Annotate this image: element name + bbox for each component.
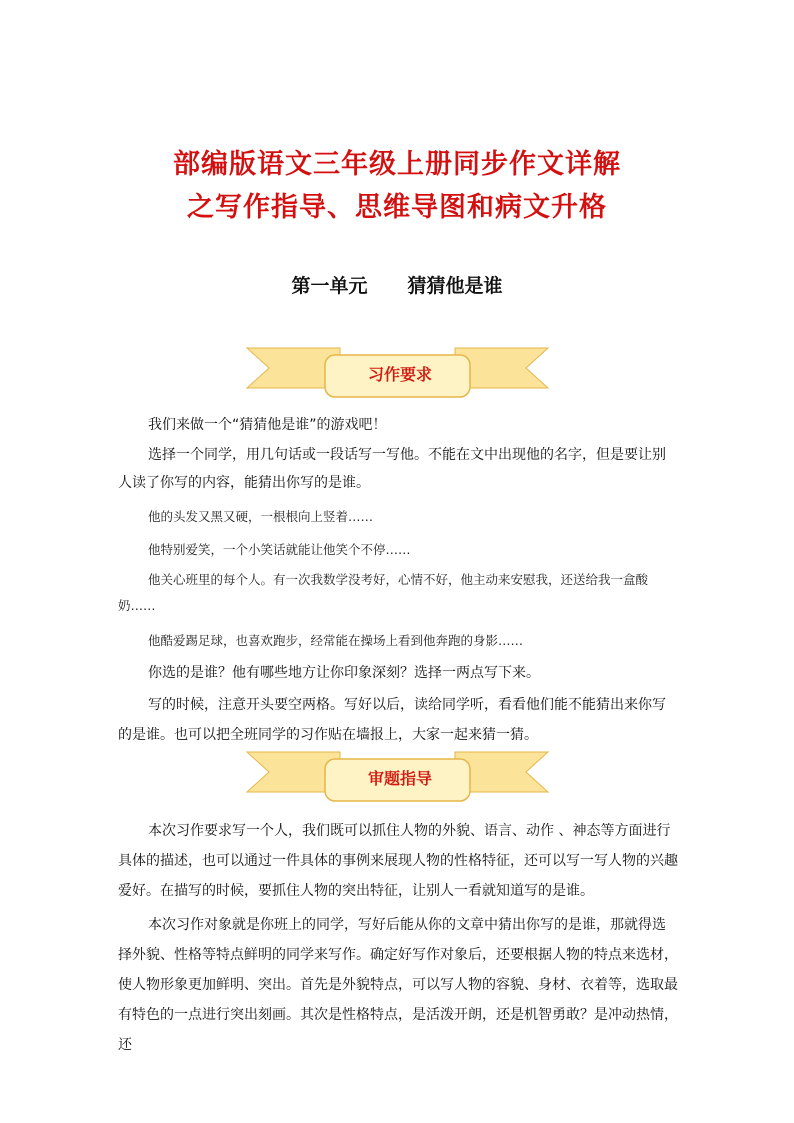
guidance-paragraph-2: 本次习作对象就是你班上的同学，写好后能从你的文章中猜出你写的是谁，那就得选择外貌、性格等特点鲜明的同学来写作。确定好写作对象后，还要根据人物的特点来选材，使人物形象更加鲜明、突出。首先是外貌特点，可以写人物的容貌、身材、衣着等，选取最有特色的一点进行突出刻画。其次是性格特点，是活泼开朗，还是机智勇敢？是冲动热情，还 bbox=[118, 917, 678, 1053]
requirements-paragraph-1: 我们来做一个“猜猜他是谁”的游戏吧！ bbox=[148, 417, 387, 433]
example-text-4: 他酷爱踢足球，也喜欢跑步，经常能在操场上看到他奔跑的身影…… bbox=[148, 633, 524, 648]
example-text-3: 他关心班里的每个人。有一次我数学没考好，心情不好，他主动来安慰我，还送给我一盒酸奶…… bbox=[118, 572, 649, 613]
document-title-line2: 之写作指导、思维导图和病文升格 bbox=[187, 192, 607, 223]
requirements-paragraph-3: 你选的是谁？他有哪些地方让你印象深刻？选择一两点写下来。 bbox=[148, 665, 540, 681]
requirements-paragraph-2: 选择一个同学，用几句话或一段话写一写他。不能在文中出现他的名字，但是要让别人读了你写的内容，能猜出你写的是谁。 bbox=[118, 447, 666, 491]
section-banner-guidance bbox=[245, 749, 550, 811]
guidance-paragraph-1: 本次习作要求写一个人，我们既可以抓住人物的外貌、语言、动作 、神态等方面进行具体的描述，也可以通过一件具体的事例来展现人物的性格特征，还可以写一写人物的兴趣爱好。在描写的时候，要抓住人物的突出特征，让别人一看就知道写的是谁。 bbox=[118, 823, 678, 899]
requirements-paragraph-4: 写的时候，注意开头要空两格。写好以后，读给同学听，看看他们能不能猜出来你写的是谁。也可以把全班同学的习作贴在墙报上，大家一起来猜一猜。 bbox=[118, 697, 666, 743]
banner-label-guidance: 审题指导 bbox=[367, 769, 432, 788]
document-title-line1: 部编版语文三年级上册同步作文详解 bbox=[173, 149, 621, 180]
unit-title: 猜猜他是谁 bbox=[407, 275, 503, 297]
unit-heading bbox=[0, 271, 794, 298]
unit-label: 第一单元 bbox=[291, 275, 368, 297]
section-banner-requirements bbox=[245, 345, 550, 407]
example-text-1: 他的头发又黑又硬，一根根向上竖着…… bbox=[148, 509, 374, 524]
banner-label-requirements: 习作要求 bbox=[367, 365, 432, 384]
example-text-2: 他特别爱笑，一个小笑话就能让他笑个不停…… bbox=[148, 542, 411, 557]
